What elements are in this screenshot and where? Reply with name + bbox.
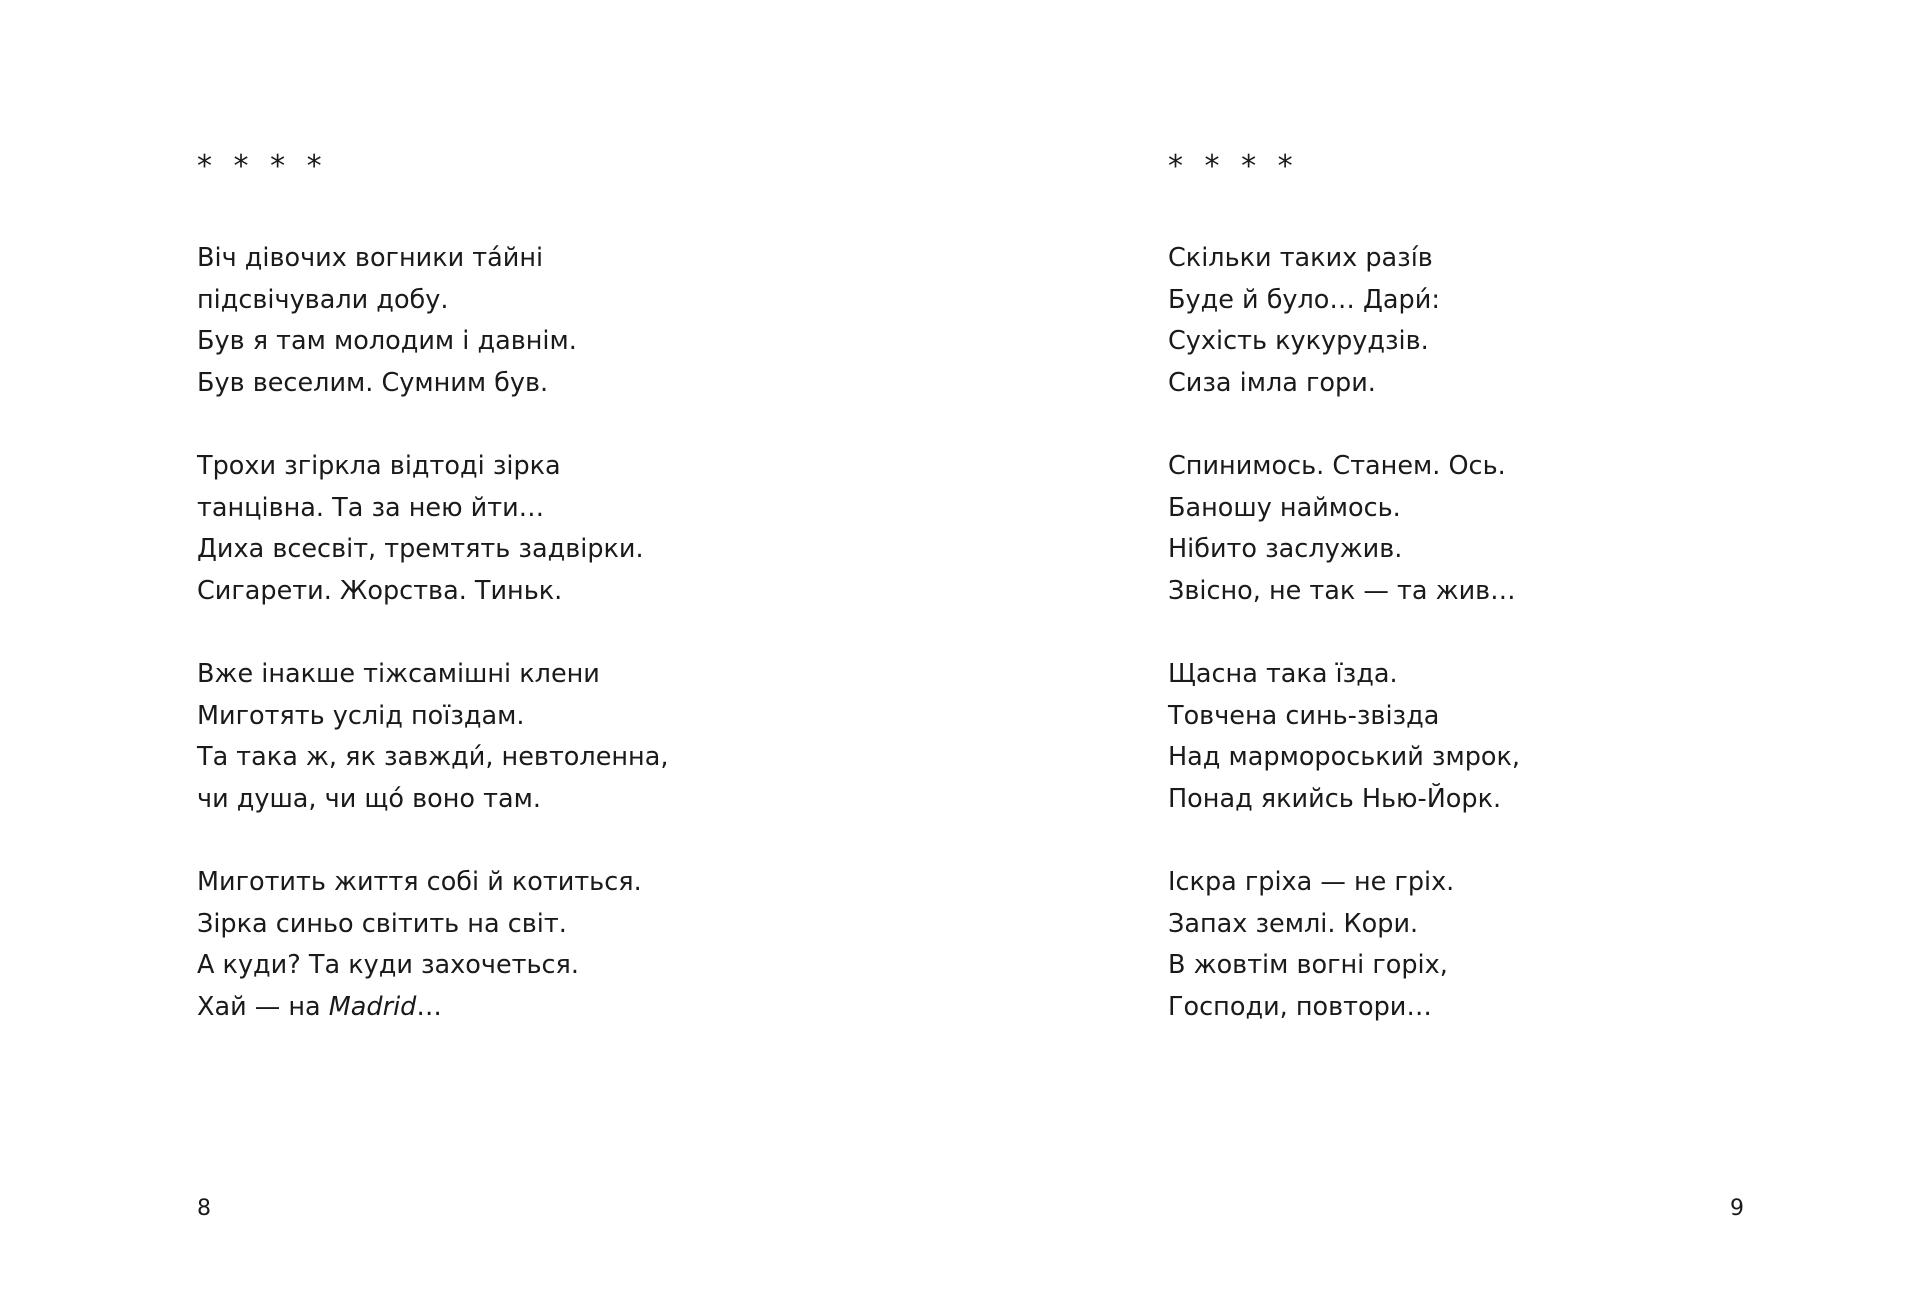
poem-line: Баношу наймось. — [1168, 492, 1401, 523]
poem-line: Сиза імла гори. — [1168, 367, 1376, 398]
poem-line: Нібито заслужив. — [1168, 534, 1403, 565]
poem-line: підсвічували добу. — [197, 284, 449, 315]
poem-line: Іскра гріха — не гріх. — [1168, 866, 1455, 897]
poem-line: Вже інакше тіжсамішні клени — [197, 658, 600, 689]
poem — [1168, 238, 1520, 1070]
poem-line: Запах землі. Кори. — [1168, 908, 1419, 939]
stanza — [1168, 446, 1520, 612]
ellipsis: … — [416, 991, 442, 1022]
poem-line: В жовтім вогні горіх, — [1168, 950, 1448, 981]
stanza — [197, 446, 668, 612]
italic-word: Madrid — [328, 991, 417, 1022]
poem-line: Віч дівочих вогники та́йні — [197, 243, 544, 273]
left-page — [197, 0, 897, 1303]
poem-line: Трохи згіркла відтоді зірка — [197, 450, 561, 481]
section-separator: * * * * — [197, 149, 328, 184]
poem-line: Зірка синьо світить на світ. — [197, 908, 567, 939]
stanza — [1168, 238, 1520, 404]
poem-line: Сигарети. Жорства. Тиньк. — [197, 575, 563, 606]
poem-line-last — [197, 987, 668, 1029]
poem-line: Був веселим. Сумним був. — [197, 367, 549, 398]
poem — [197, 238, 668, 1070]
poem-line: Диха всесвіт, тремтять задвірки. — [197, 534, 644, 565]
poem-line: Буде й було… Дари́: — [1168, 284, 1440, 315]
poem-line: Сухість кукурудзів. — [1168, 326, 1429, 357]
poem-line: Спинимось. Станем. Ось. — [1168, 450, 1506, 481]
poem-line: Звісно, не так — та жив… — [1168, 575, 1516, 606]
poem-line: Скільки таких разі́в — [1168, 243, 1433, 273]
poem-line: Над мармороський змрок, — [1168, 742, 1521, 773]
poem-line: Понад якийсь Нью-Йорк. — [1168, 783, 1502, 814]
poem-line: Щасна така їзда. — [1168, 658, 1398, 689]
poem-line: Миготить життя собі й котиться. — [197, 866, 642, 897]
page-number: 9 — [1730, 1196, 1744, 1221]
poem-line: Та така ж, як завжди́, невтоленна, — [197, 742, 669, 773]
right-page — [1168, 0, 1868, 1303]
poem-line: чи душа, чи що́ воно там. — [197, 783, 541, 814]
stanza — [197, 238, 668, 404]
poem-line: танцівна. Та за нею йти… — [197, 492, 545, 523]
poem-line: А куди? Та куди захочеться. — [197, 950, 579, 981]
poem-line: Був я там молодим і давнім. — [197, 326, 577, 357]
poem-line: Миготять услід поїздам. — [197, 700, 525, 731]
poem-line: Господи, повтори… — [1168, 991, 1432, 1022]
section-separator: * * * * — [1168, 149, 1299, 184]
stanza — [197, 862, 668, 1028]
line-text: Хай — на — [197, 991, 329, 1022]
stanza — [1168, 862, 1520, 1028]
stanza — [197, 654, 668, 820]
page-number: 8 — [197, 1196, 211, 1221]
stanza — [1168, 654, 1520, 820]
poem-line: Товчена синь-звізда — [1168, 700, 1440, 731]
